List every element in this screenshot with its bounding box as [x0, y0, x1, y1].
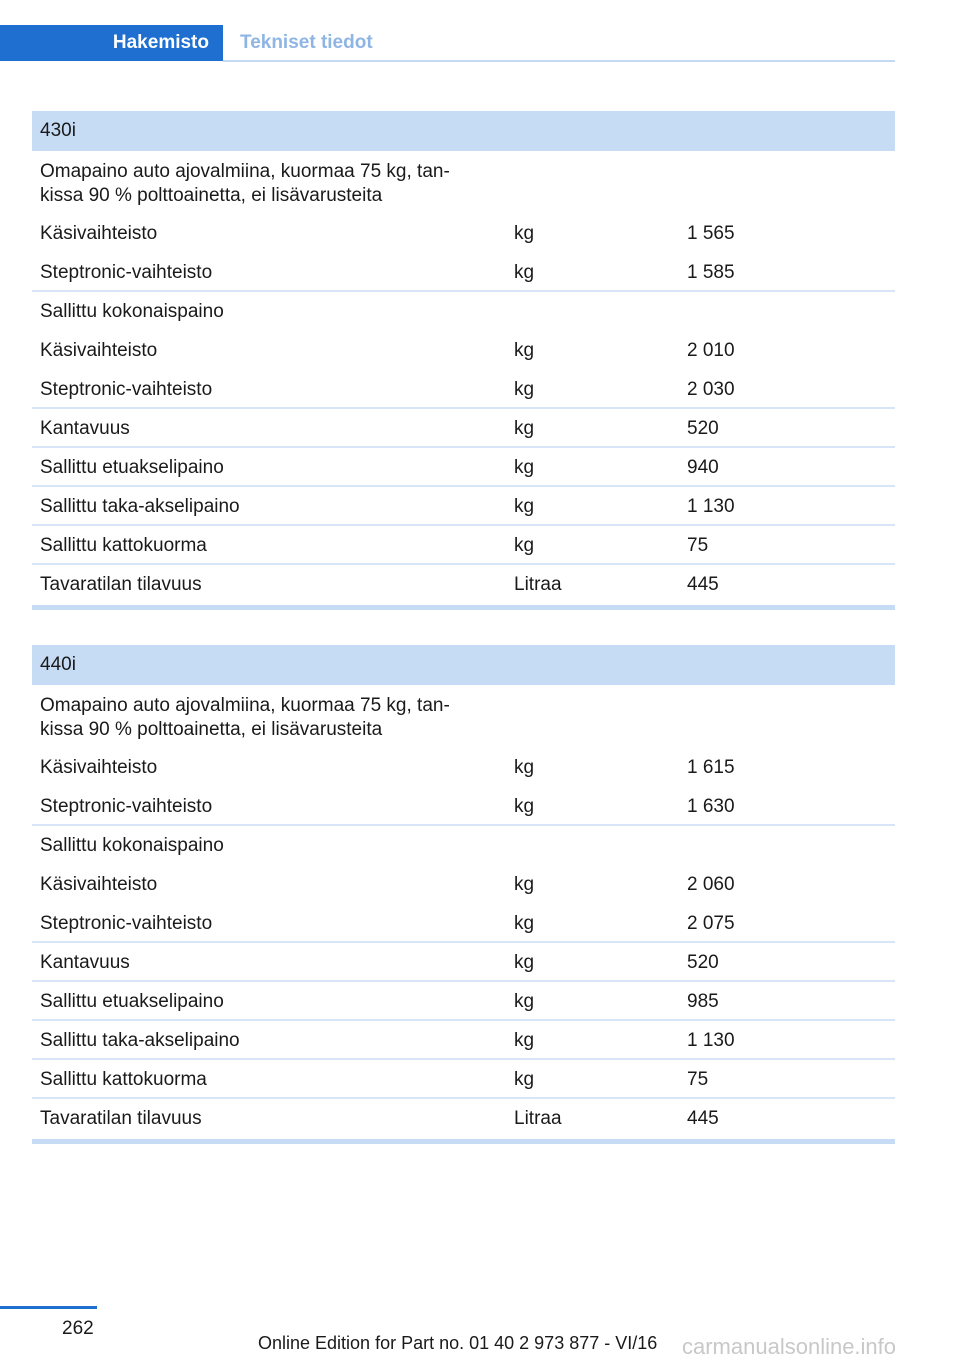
- top-navigation: [0, 0, 960, 62]
- row-label: Sallittu kattokuorma: [40, 535, 207, 556]
- row-label: Käsivaihteisto: [40, 340, 158, 361]
- row-unit: kg: [514, 1030, 535, 1051]
- row-unit: kg: [514, 991, 535, 1012]
- row-value: 1 615: [687, 757, 735, 778]
- table-row: [32, 526, 895, 565]
- row-value: 75: [687, 1069, 709, 1090]
- row-value: 2 030: [687, 379, 735, 400]
- table-row: [32, 253, 895, 292]
- table-row: [32, 1021, 895, 1060]
- table-row-description: [32, 151, 895, 214]
- row-value: 1 630: [687, 796, 735, 817]
- description-text: Omapaino auto ajovalmiina, kuormaa 75 kg, tan- kissa 90 % polttoainetta, ei lisävarusteita: [40, 695, 450, 740]
- row-label: Tavaratilan tilavuus: [40, 1108, 202, 1129]
- page-number-bar: [0, 1306, 97, 1309]
- row-unit: kg: [514, 457, 535, 478]
- section-label: Sallittu kokonaispaino: [40, 835, 224, 856]
- table-row: [32, 943, 895, 982]
- row-label: Käsivaihteisto: [40, 223, 158, 244]
- row-label: Sallittu kattokuorma: [40, 1069, 207, 1090]
- table-row: [32, 331, 895, 370]
- footer-edition: Online Edition for Part no. 01 40 2 973 877 - VI/16: [258, 1333, 658, 1353]
- table-row: [32, 904, 895, 943]
- row-label: Sallittu etuakselipaino: [40, 991, 224, 1012]
- row-label: Kantavuus: [40, 418, 130, 439]
- row-label: Steptronic-vaihteisto: [40, 913, 213, 934]
- table-row-section: [32, 292, 895, 331]
- spec-table-440i: [32, 645, 895, 1144]
- table-title: 430i: [32, 111, 895, 151]
- table-row: [32, 1060, 895, 1099]
- row-unit: kg: [514, 952, 535, 973]
- row-label: Käsivaihteisto: [40, 757, 158, 778]
- row-value: 940: [687, 457, 719, 478]
- page-number: 262: [62, 1318, 94, 1339]
- row-value: 1 565: [687, 223, 735, 244]
- row-value: 445: [687, 574, 719, 595]
- row-label: Käsivaihteisto: [40, 874, 158, 895]
- row-unit: kg: [514, 757, 535, 778]
- table-row: [32, 487, 895, 526]
- spec-table-430i: [32, 111, 895, 610]
- row-value: 1 130: [687, 1030, 735, 1051]
- table-row: [32, 982, 895, 1021]
- row-unit: kg: [514, 223, 535, 244]
- table-row: [32, 865, 895, 904]
- row-unit: kg: [514, 874, 535, 895]
- watermark: carmanualsonline.info: [682, 1334, 897, 1359]
- table-row: [32, 787, 895, 826]
- row-value: 520: [687, 952, 719, 973]
- table-row: [32, 214, 895, 253]
- row-label: Kantavuus: [40, 952, 130, 973]
- row-value: 2 010: [687, 340, 735, 361]
- row-unit: kg: [514, 535, 535, 556]
- header-divider: [223, 60, 895, 62]
- tab-hakemisto[interactable]: Hakemisto: [0, 25, 223, 61]
- section-label: Sallittu kokonaispaino: [40, 301, 224, 322]
- row-value: 75: [687, 535, 709, 556]
- row-unit: Litraa: [514, 1108, 562, 1129]
- table-row: [32, 565, 895, 605]
- row-label: Tavaratilan tilavuus: [40, 574, 202, 595]
- row-unit: kg: [514, 418, 535, 439]
- row-value: 2 075: [687, 913, 735, 934]
- row-label: Steptronic-vaihteisto: [40, 262, 213, 283]
- row-value: 520: [687, 418, 719, 439]
- row-unit: kg: [514, 1069, 535, 1090]
- table-row-section: [32, 826, 895, 865]
- description-text: Omapaino auto ajovalmiina, kuormaa 75 kg, tan- kissa 90 % polttoainetta, ei lisävarusteita: [40, 161, 450, 206]
- row-unit: Litraa: [514, 574, 562, 595]
- row-unit: kg: [514, 913, 535, 934]
- tab-tekniset-tiedot[interactable]: Tekniset tiedot: [240, 32, 373, 53]
- row-value: 2 060: [687, 874, 735, 895]
- row-label: Sallittu taka-akselipaino: [40, 496, 240, 517]
- table-row: [32, 409, 895, 448]
- row-unit: kg: [514, 379, 535, 400]
- table-row: [32, 370, 895, 409]
- row-unit: kg: [514, 796, 535, 817]
- row-label: Sallittu etuakselipaino: [40, 457, 224, 478]
- row-value: 985: [687, 991, 719, 1012]
- table-end-bar: [32, 605, 895, 610]
- row-unit: kg: [514, 340, 535, 361]
- row-label: Sallittu taka-akselipaino: [40, 1030, 240, 1051]
- table-end-bar: [32, 1139, 895, 1144]
- table-row: [32, 1099, 895, 1139]
- table-row-description: [32, 685, 895, 748]
- row-value: 1 130: [687, 496, 735, 517]
- table-title: 440i: [32, 645, 895, 685]
- table-row: [32, 748, 895, 787]
- row-unit: kg: [514, 262, 535, 283]
- row-unit: kg: [514, 496, 535, 517]
- table-row: [32, 448, 895, 487]
- row-value: 1 585: [687, 262, 735, 283]
- row-label: Steptronic-vaihteisto: [40, 379, 213, 400]
- row-value: 445: [687, 1108, 719, 1129]
- row-label: Steptronic-vaihteisto: [40, 796, 213, 817]
